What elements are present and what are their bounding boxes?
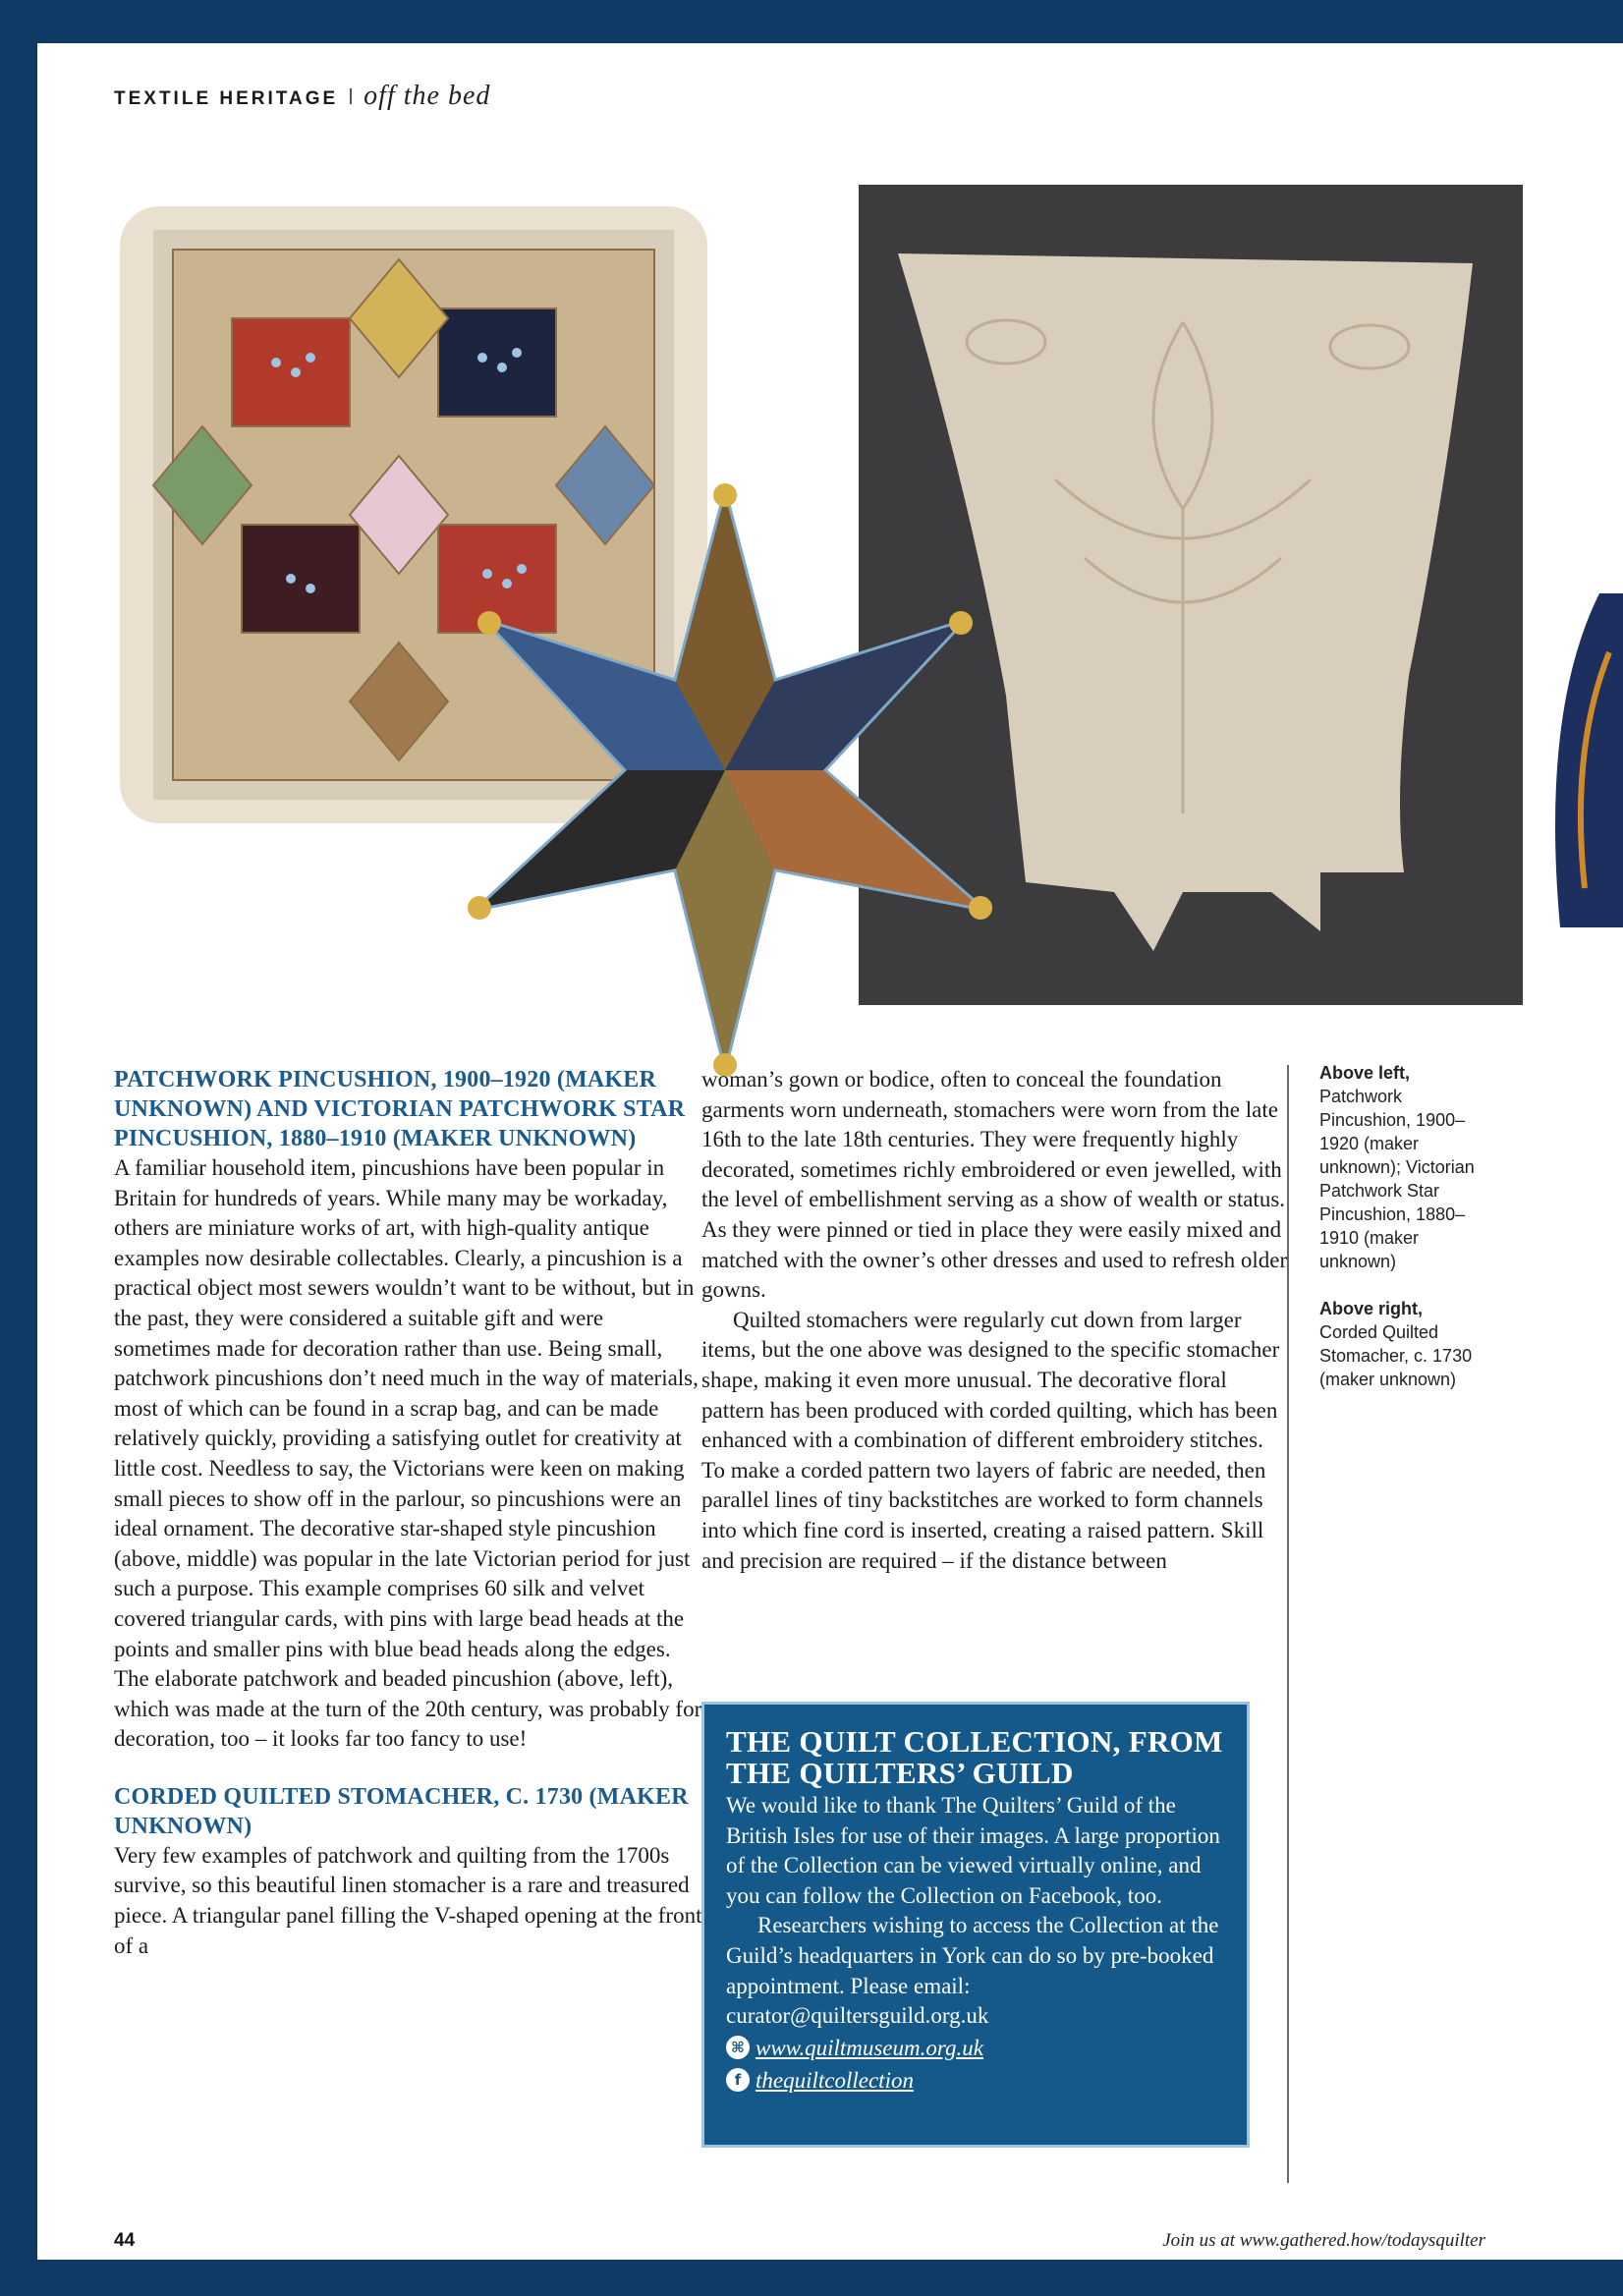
facebook-handle[interactable]: thequiltcollection xyxy=(756,2067,914,2093)
link-icon: ⌘ xyxy=(726,2036,750,2059)
star-pincushion-image xyxy=(450,476,1000,1085)
section-title: TEXTILE HERITAGE xyxy=(114,88,339,109)
stomacher-body-start: Very few examples of patchwork and quilting from the 1700s survive, so this beautiful linen stomacher is a rare and treasured piece. A triangular panel filling the V-shaped opening at the front of a xyxy=(114,1842,702,1958)
pincushion-body: A familiar household item, pincushions have been popular in Britain for hundreds of years. While many may be workaday, others are miniature works of art, with high-quality antique examples now desirable collectables. Clearly, a pincushion is a practical object most sewers wouldn’t want to be without, but in the past, they were considered a suitable gift and were sometimes made for decoration rather than use. Being small, patchwork pincushions don’t need much in the way of materials, most of which can be found in a scrap bag, and can be made relatively quickly, providing a satisfying outlet for creativity at little cost. Needless to say, the Victorians were keen on making small pieces to show off in the parlour, so pincushions were an ideal ornament. The decorative star-shaped style pincushion (above, middle) was popular in the late Victorian period for just such a purpose. This example comprises 60 silk and velvet covered triangular cards, with pins with large bead heads at the points and smaller pins with blue bead heads along the edges. The elaborate patchwork and beaded pincushion (above, left), which was made at the turn of the 20th century, was probably for decoration, too – it looks far too fancy to use! xyxy=(114,1155,702,1752)
section-heading-pincushion: PATCHWORK PINCUSHION, 1900–1920 (MAKER UNKNOWN) AND VICTORIAN PATCHWORK STAR PINCUSHION, 1880–1910 (MAKER UNKNOWN) xyxy=(114,1067,686,1151)
section-subtitle: off the bed xyxy=(364,81,491,111)
magazine-page xyxy=(37,43,1623,2260)
caption-left-label: Above left, xyxy=(1319,1063,1411,1083)
website-link[interactable] xyxy=(726,2032,1227,2064)
box-paragraph-2: Researchers wishing to access the Collection at the Guild’s headquarters in York can do so by pre-booked appointment. Please email: curator@quiltersguild.org.uk xyxy=(726,1913,1219,2029)
facebook-icon: f xyxy=(726,2068,750,2092)
article-column-2 xyxy=(701,1065,1291,1576)
header-divider xyxy=(350,88,352,104)
quilt-collection-box xyxy=(701,1702,1250,2148)
page-number: 44 xyxy=(114,2230,136,2251)
stomacher-body-continued: woman’s gown or bodice, often to conceal the foundation garments worn underneath, stomachers were worn from the late 16th to the late 18th centuries. They were frequently highly decorated, sometimes richly embroidered or even jewelled, with the level of embellishment serving as a show of wealth or status. As they were pinned or tied in place they were easily mixed and matched with the owner’s other dresses and used to refresh older gowns. xyxy=(701,1067,1288,1303)
footer-note: Join us at www.gathered.how/todaysquilter xyxy=(1162,2230,1485,2251)
stomacher-body-quilting: Quilted stomachers were regularly cut down from larger items, but the one above was designed to the specific stomacher shape, making it even more unusual. The decorative floral pattern has been produced with corded quilting, which has been enhanced with a combination of different embroidery stitches. To make a corded pattern two layers of fabric are needed, then parallel lines of tiny backstitches are worked to form channels into which fine cord is inserted, creating a raised pattern. Skill and precision are required – if the distance between xyxy=(701,1307,1280,1573)
partial-quilt-image xyxy=(1540,593,1623,927)
caption-left-text: Patchwork Pincushion, 1900–1920 (maker unknown); Victorian Patchwork Star Pincushion, 1880–1910 (maker unknown) xyxy=(1319,1087,1475,1271)
image-captions xyxy=(1319,1061,1496,1391)
caption-divider xyxy=(1287,1065,1289,2183)
facebook-link[interactable] xyxy=(726,2064,1227,2097)
article-column-1 xyxy=(114,1065,703,1961)
caption-right-text: Corded Quilted Stomacher, c. 1730 (maker unknown) xyxy=(1319,1322,1473,1389)
running-header xyxy=(114,81,490,112)
website-url[interactable]: www.quiltmuseum.org.uk xyxy=(756,2035,983,2060)
caption-right-label: Above right, xyxy=(1319,1299,1424,1318)
box-paragraph-1: We would like to thank The Quilters’ Guild of the British Isles for use of their images. A large proportion of the Collection can be viewed virtually online, and you can follow the Collection on Facebook, too. xyxy=(726,1793,1220,1908)
section-heading-stomacher: CORDED QUILTED STOMACHER, C. 1730 (MAKER UNKNOWN) xyxy=(114,1783,689,1839)
box-title: THE QUILT COLLECTION, FROM THE QUILTERS’ GUILD xyxy=(726,1724,1223,1790)
